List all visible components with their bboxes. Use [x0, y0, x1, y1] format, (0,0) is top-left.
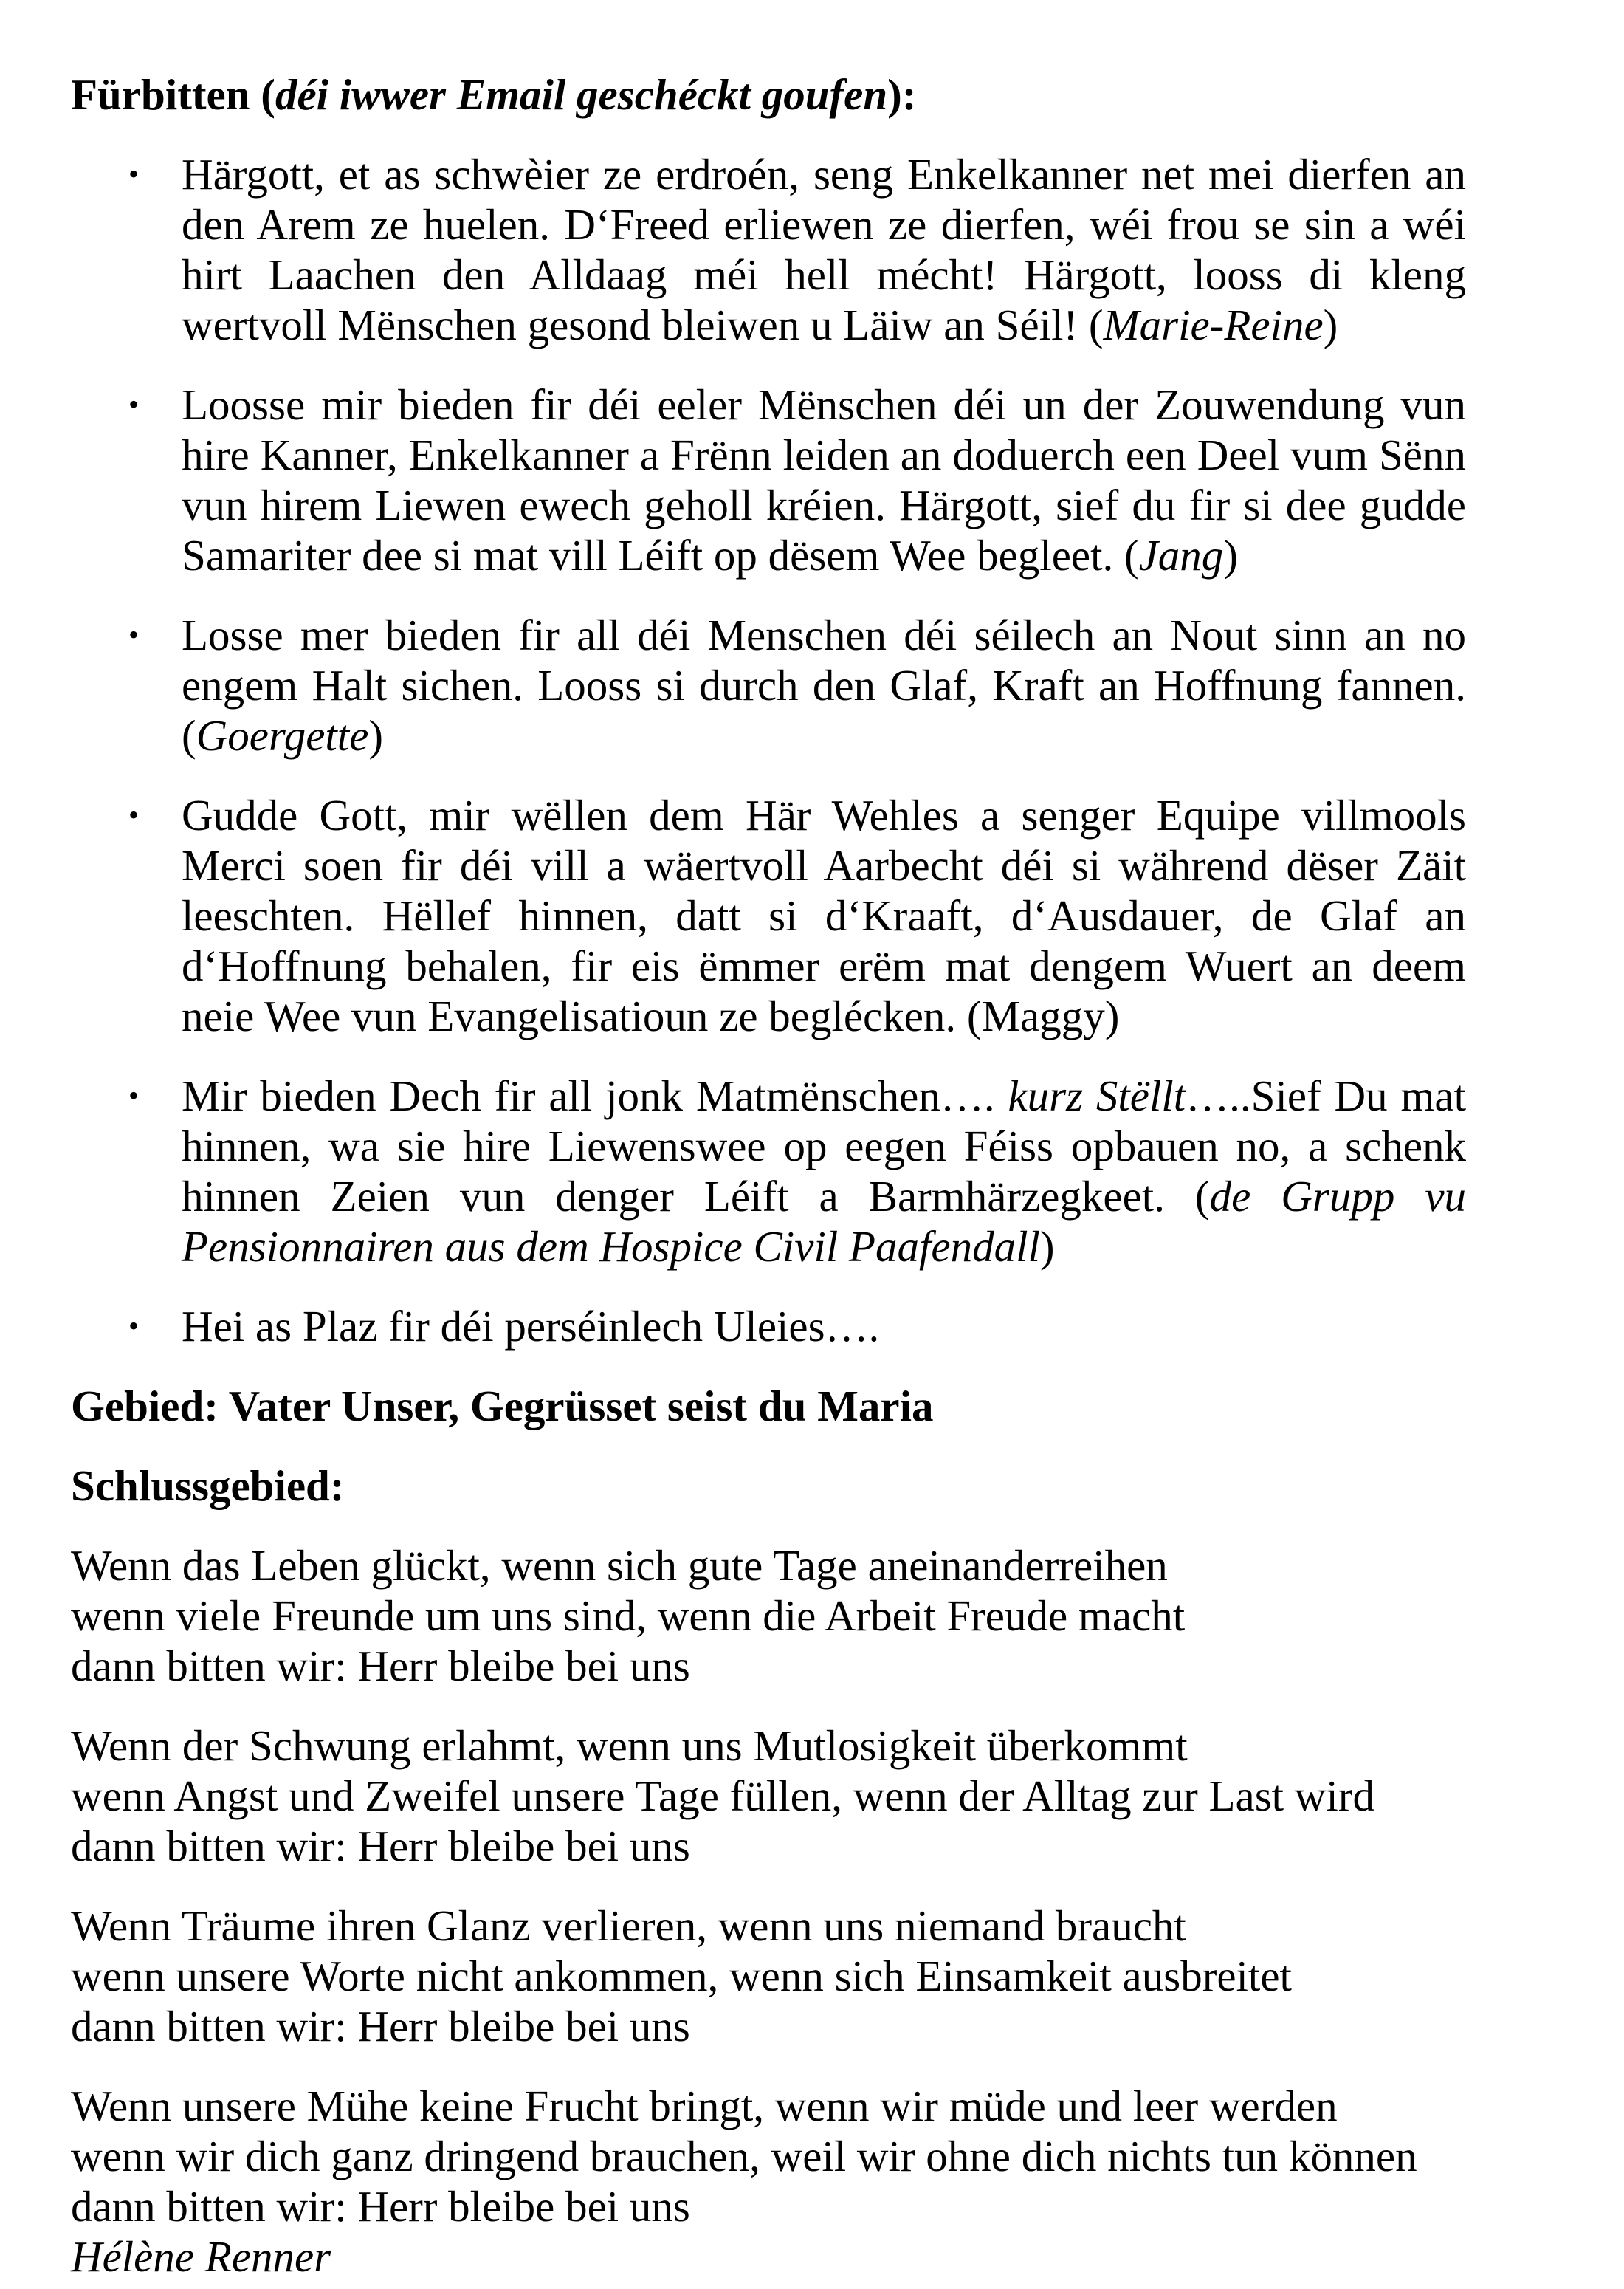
- poem-line: wenn unsere Worte nicht ankommen, wenn sich Einsamkeit ausbreitet: [71, 1952, 1292, 2000]
- bullet-icon: [123, 1301, 145, 1351]
- intercession-author: Marie-Reine: [1103, 301, 1324, 349]
- poem-line: dann bitten wir: Herr bleibe bei uns: [71, 1641, 690, 1690]
- prayer-heading: Gebied: Vater Unser, Gegrüsset seist du Maria: [71, 1382, 934, 1430]
- closing-prayer-heading: Schlussgebied:: [71, 1461, 345, 1510]
- poem-line: dann bitten wir: Herr bleibe bei uns: [71, 1822, 690, 1870]
- intercession-text-after: …..Sief Du mat hinnen, wa sie hire Liewenswee op eegen Féiss opbauen no, a schenk hinnen Zeien vun denger Léift a Barmhärzegkeet. (: [182, 1071, 1466, 1221]
- intercession-item: [71, 149, 1466, 350]
- intercession-item: [71, 1071, 1466, 1272]
- poem-line: Wenn unsere Mühe keine Frucht bringt, wenn wir müde und leer werden: [71, 2082, 1338, 2130]
- bullet-icon: [123, 790, 145, 840]
- intercessions-list: [71, 149, 1466, 1351]
- poem-author: Hélène Renner: [71, 2232, 331, 2281]
- poem-stanza: [71, 1720, 1466, 1871]
- intercession-item: [71, 790, 1466, 1041]
- poem-stanza: [71, 1540, 1466, 1691]
- poem-stanza: [71, 1901, 1466, 2051]
- intercession-text: Mir bieden Dech fir all jonk Matmënschen….: [182, 1071, 1008, 1120]
- intercession-close: ): [1039, 1222, 1055, 1271]
- intercessions-heading-bold: Fürbitten (: [71, 70, 275, 119]
- document-page: [71, 69, 1466, 2282]
- poem-line: dann bitten wir: Herr bleibe bei uns: [71, 2182, 690, 2231]
- intercessions-heading: [71, 69, 1466, 120]
- intercession-text: Hei as Plaz fir déi perséinlech Uleies….: [182, 1302, 880, 1351]
- bullet-icon: [123, 1071, 145, 1121]
- intercession-close: ): [1223, 531, 1238, 580]
- intercession-item: [71, 1301, 1466, 1351]
- intercessions-heading-italic: déi iwwer Email geschéckt goufen: [275, 70, 888, 119]
- poem-line: Wenn Träume ihren Glanz verlieren, wenn uns niemand braucht: [71, 1901, 1186, 1950]
- intercession-text: Gudde Gott, mir wëllen dem Här Wehles a senger Equipe villmools Merci soen fir déi vill a wäertvoll Aarbecht déi si während dëser Zäit leeschten. Hëllef hinnen, datt si d‘Kraaft, d‘Ausdauer, de Glaf an d‘Hoffnung behalen, fir eis ëmmer erëm mat dengem Wuert an deem neie Wee vun Evangelisatioun ze beglécken. (Maggy): [182, 791, 1466, 1040]
- poem-line: Wenn der Schwung erlahmt, wenn uns Mutlosigkeit überkommt: [71, 1721, 1188, 1770]
- intercession-text: Härgott, et as schwèier ze erdroén, seng Enkelkanner net mei dierfen an den Arem ze huelen. D‘Freed erliewen ze dierfen, wéi frou se sin a wéi hirt Laachen den Alldaag méi hell mécht! Härgott, looss di kleng wertvoll Mënschen gesond bleiwen u Läiw an Séil! (: [182, 150, 1466, 349]
- poem-line: wenn Angst und Zweifel unsere Tage füllen, wenn der Alltag zur Last wird: [71, 1771, 1374, 1820]
- poem-line: Wenn das Leben glückt, wenn sich gute Tage aneinanderreihen: [71, 1541, 1168, 1590]
- intercession-author: Jang: [1138, 531, 1224, 580]
- poem-line: wenn wir dich ganz dringend brauchen, weil wir ohne dich nichts tun können: [71, 2132, 1417, 2180]
- intercessions-heading-tail: ):: [887, 70, 917, 119]
- intercession-pause-note: kurz Stëllt: [1008, 1071, 1186, 1120]
- bullet-icon: [123, 149, 145, 199]
- intercession-close: ): [368, 711, 384, 760]
- intercession-text: Loosse mir bieden fir déi eeler Mënschen déi un der Zouwendung vun hire Kanner, Enkelkanner a Frënn leiden an doduerch een Deel vum Sënn vun hirem Liewen ewech geholl kréien. Härgott, sief du fir si dee gudde Samariter dee si mat vill Léift op dësem Wee begleet. (: [182, 380, 1466, 580]
- poem-line: dann bitten wir: Herr bleibe bei uns: [71, 2002, 690, 2051]
- intercession-item: [71, 610, 1466, 761]
- intercession-author: Goergette: [196, 711, 369, 760]
- poem-line: wenn viele Freunde um uns sind, wenn die Arbeit Freude macht: [71, 1591, 1186, 1640]
- bullet-icon: [123, 610, 145, 660]
- bullet-icon: [123, 380, 145, 430]
- intercession-text: Losse mer bieden fir all déi Menschen déi séilech an Nout sinn an no engem Halt sichen. Looss si durch den Glaf, Kraft an Hoffnung fannen. (: [182, 611, 1466, 760]
- intercession-author: de Grupp vu Pensionnairen aus dem Hospice Civil Paafendall: [182, 1172, 1467, 1271]
- intercession-close: ): [1323, 301, 1338, 349]
- poem-stanza: [71, 2081, 1466, 2282]
- intercession-item: [71, 380, 1466, 580]
